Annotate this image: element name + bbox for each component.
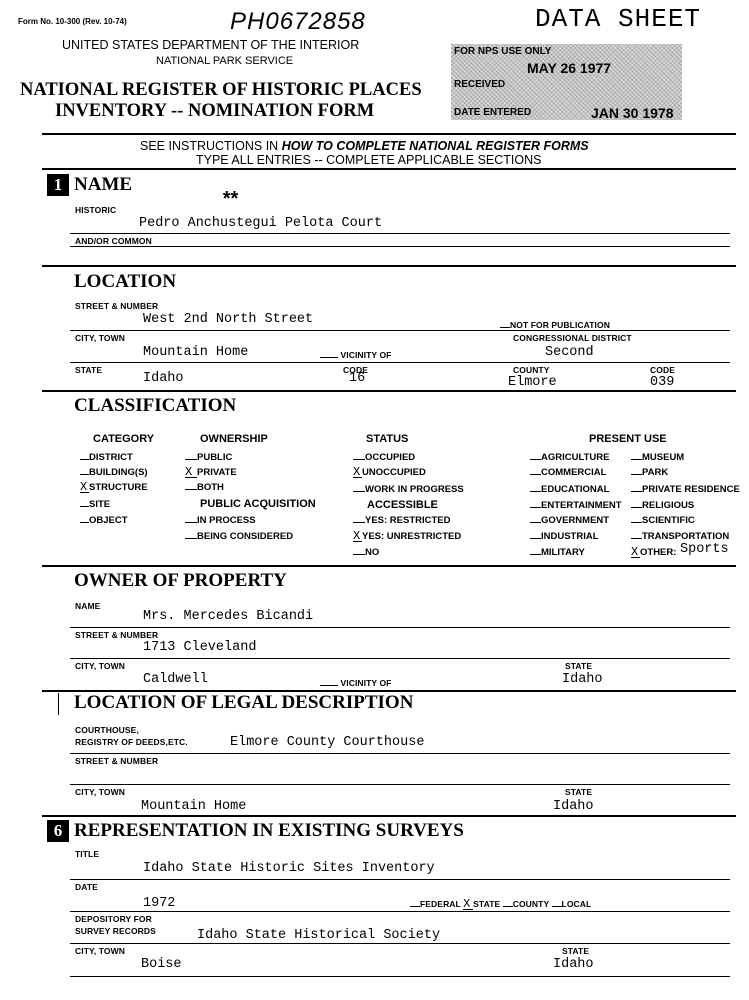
survey-title-value: Idaho State Historic Sites Inventory (143, 861, 435, 876)
category-buildings: BUILDING(S) (80, 467, 148, 478)
field-line (70, 627, 730, 628)
county-value: Elmore (508, 375, 557, 390)
owner-name-value: Mrs. Mercedes Bicandi (143, 609, 314, 624)
status-occupied: OCCUPIED (353, 452, 415, 463)
survey-title-label: TITLE (75, 849, 100, 859)
ownership-both: BOTH (185, 482, 224, 493)
ownership-header: OWNERSHIP (200, 433, 268, 445)
survey-state-value: Idaho (553, 957, 594, 972)
field-line (70, 658, 730, 659)
courthouse-value: Elmore County Courthouse (230, 735, 425, 750)
use-private-residence: PRIVATE RESIDENCE (631, 484, 740, 495)
divider (42, 133, 736, 135)
field-line (70, 976, 730, 977)
category-structure: X STRUCTURE (80, 480, 148, 494)
courthouse-label-2: REGISTRY OF DEEDS,ETC. (75, 737, 188, 747)
legal-city-value: Mountain Home (141, 799, 247, 814)
instructions-line-1: SEE INSTRUCTIONS IN HOW TO COMPLETE NATIONAL REGISTER FORMS (140, 139, 589, 153)
category-site: SITE (80, 499, 110, 510)
congressional-value: Second (545, 345, 594, 360)
nps-use-label: FOR NPS USE ONLY (454, 46, 552, 57)
section-number: 1 (47, 174, 69, 196)
common-label: AND/OR COMMON (75, 236, 152, 246)
use-scientific: SCIENTIFIC (631, 515, 695, 526)
not-for-publication: NOT FOR PUBLICATION (500, 320, 610, 330)
department: UNITED STATES DEPARTMENT OF THE INTERIOR (62, 38, 360, 52)
owner-state-value: Idaho (562, 672, 603, 687)
congressional-label: CONGRESSIONAL DISTRICT (513, 333, 632, 343)
access-yes-restricted: YES: RESTRICTED (353, 515, 451, 526)
category-header: CATEGORY (93, 433, 155, 445)
field-line (70, 784, 730, 785)
date-entered-label: DATE ENTERED (454, 107, 532, 118)
depository-label-1: DEPOSITORY FOR (75, 914, 152, 924)
owner-vicinity-label: VICINITY OF (320, 678, 391, 688)
street-label: STREET & NUMBER (75, 301, 159, 311)
survey-jurisdiction: FEDERAL X STATE COUNTY LOCAL (410, 899, 591, 910)
status-work-in-progress: WORK IN PROGRESS (353, 484, 464, 495)
county-label: COUNTY (513, 365, 550, 375)
data-sheet-stamp: DATA SHEET (535, 4, 702, 34)
depository-value: Idaho State Historical Society (197, 928, 441, 943)
ownership-private: X PRIVATE (185, 465, 237, 479)
section-title-classification: CLASSIFICATION (74, 395, 237, 416)
section-title-location: LOCATION (74, 271, 177, 292)
street-value: West 2nd North Street (143, 312, 314, 327)
status-header: STATUS (366, 433, 409, 445)
legal-street-label: STREET & NUMBER (75, 756, 159, 766)
section-title-legal: LOCATION OF LEGAL DESCRIPTION (74, 692, 414, 713)
use-park: PARK (631, 467, 668, 478)
use-transportation: TRANSPORTATION (631, 531, 729, 542)
survey-date-label: DATE (75, 882, 98, 892)
state-label: STATE (75, 365, 103, 375)
nps-use-box (451, 44, 682, 120)
use-religious: RELIGIOUS (631, 500, 694, 511)
owner-city-label: CITY, TOWN (75, 661, 125, 671)
survey-state-label: STATE (562, 946, 590, 956)
use-educational: EDUCATIONAL (530, 484, 609, 495)
divider (42, 815, 736, 817)
historic-label: HISTORIC (75, 205, 117, 215)
field-line (70, 233, 730, 234)
use-museum: MUSEUM (631, 452, 684, 463)
handwritten-id: PH0672858 (230, 8, 366, 35)
received-label: RECEIVED (454, 79, 506, 90)
acquisition-in-process: IN PROCESS (185, 515, 256, 526)
acquisition-being-considered: BEING CONSIDERED (185, 531, 293, 542)
use-other: X OTHER: (631, 545, 677, 559)
legal-city-label: CITY, TOWN (75, 787, 125, 797)
form-title-1: NATIONAL REGISTER OF HISTORIC PLACES (20, 80, 422, 100)
divider (42, 390, 736, 392)
depository-label-2: SURVEY RECORDS (75, 926, 156, 936)
section-title-owner: OWNER OF PROPERTY (74, 570, 287, 591)
state-value: Idaho (143, 371, 184, 386)
owner-street-label: STREET & NUMBER (75, 630, 159, 640)
public-acquisition-header: PUBLIC ACQUISITION (200, 498, 316, 510)
category-district: DISTRICT (80, 452, 133, 463)
code2-value: 039 (650, 375, 675, 390)
legal-state-value: Idaho (553, 799, 594, 814)
city-value: Mountain Home (143, 345, 249, 360)
use-commercial: COMMERCIAL (530, 467, 606, 478)
field-line (70, 879, 730, 880)
accessible-header: ACCESSIBLE (367, 499, 438, 511)
use-industrial: INDUSTRIAL (530, 531, 599, 542)
instructions-line-2: TYPE ALL ENTRIES -- COMPLETE APPLICABLE SECTIONS (196, 153, 542, 167)
owner-name-label: NAME (75, 601, 101, 611)
section-title-name: NAME (74, 174, 133, 195)
legal-state-label: STATE (565, 787, 593, 797)
field-line (70, 246, 730, 247)
form-number: Form No. 10-300 (Rev. 10-74) (18, 17, 127, 26)
section-title-surveys: REPRESENTATION IN EXISTING SURVEYS (74, 820, 464, 841)
form-title-2: INVENTORY -- NOMINATION FORM (55, 101, 375, 121)
ownership-public: PUBLIC (185, 452, 232, 463)
owner-street-value: 1713 Cleveland (143, 640, 257, 655)
divider (42, 265, 736, 267)
courthouse-label-1: COURTHOUSE, (75, 725, 139, 735)
service: NATIONAL PARK SERVICE (156, 55, 294, 67)
survey-date-value: 1972 (143, 896, 176, 911)
use-entertainment: ENTERTAINMENT (530, 500, 622, 511)
code-value: 16 (349, 371, 366, 386)
owner-city-value: Caldwell (143, 672, 208, 687)
status-unoccupied: X UNOCCUPIED (353, 465, 426, 479)
access-yes-unrestricted: X YES: UNRESTRICTED (353, 529, 462, 543)
field-line (70, 943, 730, 944)
divider (42, 565, 736, 567)
access-no: NO (353, 547, 379, 558)
field-line (70, 753, 730, 754)
margin-mark (58, 693, 59, 715)
field-line (70, 362, 730, 363)
date-entered-value: JAN 30 1978 (591, 105, 674, 121)
received-date: MAY 26 1977 (527, 60, 612, 76)
field-line (70, 330, 730, 331)
city-label: CITY, TOWN (75, 333, 125, 343)
code2-label: CODE (650, 365, 675, 375)
code-label: CODE (343, 365, 368, 375)
present-use-header: PRESENT USE (589, 433, 667, 445)
handwritten-stars: ** (222, 188, 238, 210)
section-number: 6 (47, 820, 69, 842)
use-government: GOVERNMENT (530, 515, 609, 526)
field-line (70, 911, 730, 912)
divider (42, 168, 736, 170)
historic-name-value: Pedro Anchustegui Pelota Court (139, 216, 383, 231)
category-object: OBJECT (80, 515, 128, 526)
use-military: MILITARY (530, 547, 585, 558)
survey-city-value: Boise (141, 957, 182, 972)
vicinity-label: VICINITY OF (320, 350, 391, 360)
survey-city-label: CITY, TOWN (75, 946, 125, 956)
owner-state-label: STATE (565, 661, 593, 671)
use-other-value: Sports (680, 542, 729, 557)
use-agriculture: AGRICULTURE (530, 452, 609, 463)
